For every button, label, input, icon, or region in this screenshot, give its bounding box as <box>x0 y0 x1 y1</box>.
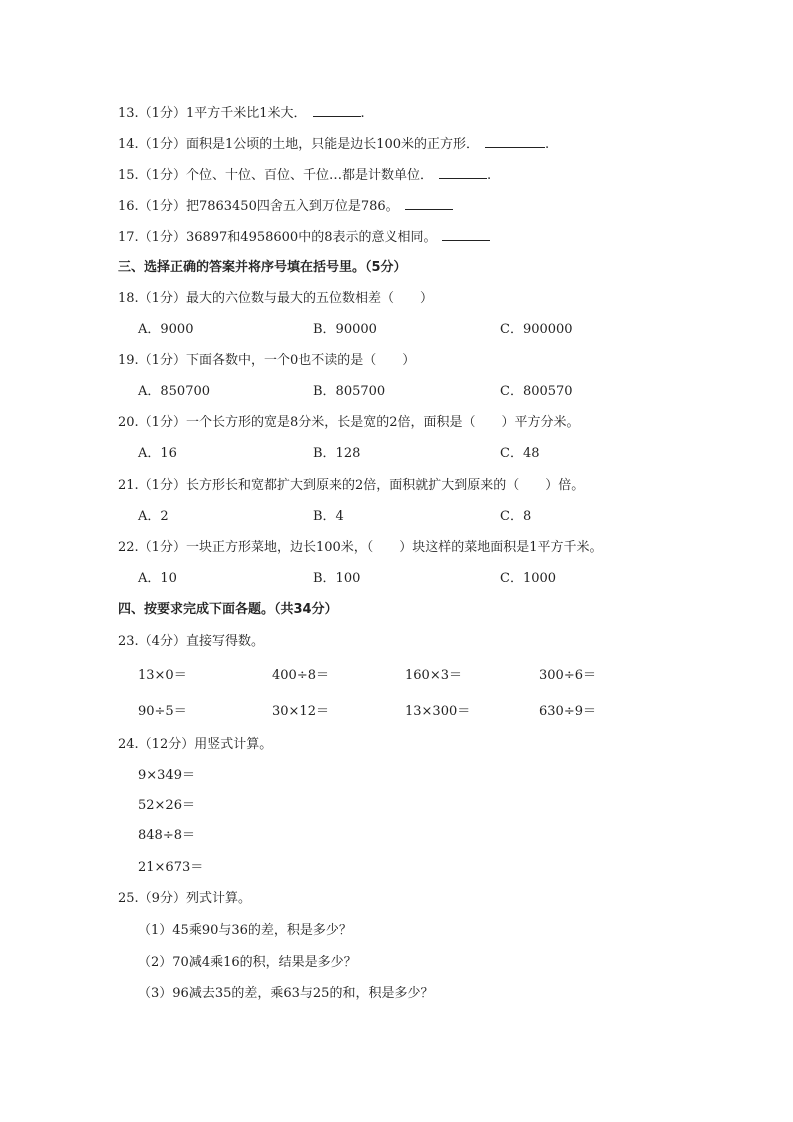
option-c[interactable]: C．900000 <box>500 322 573 337</box>
section-4-heading: 四、按要求完成下面各题。（共34分） <box>118 602 338 617</box>
option-c[interactable]: C．800570 <box>500 384 573 399</box>
question-number: 17.（1分） <box>118 230 186 245</box>
question-23 <box>118 633 264 651</box>
vertical-calc-item: 21×673＝ <box>138 860 204 875</box>
question-17 <box>118 228 490 247</box>
oral-calc-item: 90÷5＝ <box>138 704 187 719</box>
question-text: 个位、十位、百位、千位…都是计数单位． <box>185 168 433 183</box>
option-c[interactable]: C．48 <box>500 446 540 461</box>
word-problem-item: （1）45乘90与36的差，积是多少？ <box>138 923 352 938</box>
question-20 <box>118 414 580 432</box>
question-number: 14.（1分） <box>118 137 186 152</box>
question-text: 一块正方形菜地，边长100米，（ ）块这样的菜地面积是1平方千米。 <box>185 540 603 555</box>
question-16 <box>118 197 453 216</box>
question-13 <box>118 104 365 123</box>
word-problem-item: （3）96减去35的差，乘63与25的和，积是多少？ <box>138 986 434 1001</box>
question-15 <box>118 166 491 185</box>
vertical-calc-item: 9×349＝ <box>138 768 195 783</box>
question-21 <box>118 477 584 495</box>
question-number: 19.（1分） <box>118 353 186 368</box>
option-b[interactable]: B．128 <box>313 446 361 461</box>
oral-calc-item: 400÷8＝ <box>272 668 329 683</box>
question-25 <box>118 890 251 908</box>
option-b[interactable]: B．100 <box>313 571 361 586</box>
option-a[interactable]: A．16 <box>138 446 177 461</box>
answer-blank[interactable] <box>405 197 453 210</box>
question-number: 13.（1分） <box>118 106 186 121</box>
option-b[interactable]: B．4 <box>313 509 344 524</box>
answer-blank[interactable] <box>439 166 487 179</box>
question-tail: . <box>486 168 492 183</box>
question-14 <box>118 135 549 154</box>
section-3-heading: 三、选择正确的答案并将序号填在括号里。（5分） <box>118 260 407 275</box>
oral-calc-item: 30×12＝ <box>272 704 329 719</box>
question-text: 面积是1公顷的土地，只能是边长100米的正方形． <box>185 137 480 152</box>
vertical-calc-item: 52×26＝ <box>138 798 195 813</box>
question-number: 20.（1分） <box>118 415 186 430</box>
question-19 <box>118 352 415 370</box>
oral-calc-item: 160×3＝ <box>405 668 462 683</box>
question-number: 25.（9分） <box>118 891 186 906</box>
question-22 <box>118 539 603 557</box>
question-18 <box>118 290 433 308</box>
question-text: 把7863450四舍五入到万位是786。 <box>185 199 399 214</box>
question-number: 24.（12分） <box>118 737 195 752</box>
question-text: 一个长方形的宽是8分米，长是宽的2倍，面积是（ ）平方分米。 <box>185 415 580 430</box>
option-a[interactable]: A．9000 <box>138 322 194 337</box>
question-text: 36897和4958600中的8表示的意义相同。 <box>185 230 437 245</box>
option-c[interactable]: C．1000 <box>500 571 557 586</box>
question-number: 16.（1分） <box>118 199 186 214</box>
question-text: 最大的六位数与最大的五位数相差（ ） <box>185 291 433 306</box>
question-number: 15.（1分） <box>118 168 186 183</box>
oral-calc-item: 13×0＝ <box>138 668 187 683</box>
question-tail: . <box>545 137 550 152</box>
answer-blank[interactable] <box>313 104 361 117</box>
option-a[interactable]: A．10 <box>138 571 177 586</box>
question-text: 用竖式计算。 <box>194 737 273 752</box>
answer-blank[interactable] <box>442 228 490 241</box>
option-a[interactable]: A．2 <box>138 509 169 524</box>
question-text: 1平方千米比1米大． <box>185 106 307 121</box>
option-a[interactable]: A．850700 <box>138 384 211 399</box>
question-number: 21.（1分） <box>118 478 186 493</box>
question-text: 列式计算。 <box>185 891 251 906</box>
oral-calc-item: 13×300＝ <box>405 704 471 719</box>
oral-calc-item: 630÷9＝ <box>539 704 596 719</box>
option-b[interactable]: B．90000 <box>313 322 377 337</box>
question-text: 直接写得数。 <box>185 634 264 649</box>
oral-calc-item: 300÷6＝ <box>539 668 596 683</box>
question-number: 23.（4分） <box>118 634 186 649</box>
answer-blank[interactable] <box>485 135 545 148</box>
question-tail: . <box>360 106 365 121</box>
question-number: 18.（1分） <box>118 291 186 306</box>
question-text: 长方形长和宽都扩大到原来的2倍，面积就扩大到原来的（ ）倍。 <box>185 478 585 493</box>
question-24 <box>118 736 272 754</box>
word-problem-item: （2）70减4乘16的积，结果是多少？ <box>138 955 357 970</box>
option-b[interactable]: B．805700 <box>313 384 386 399</box>
question-text: 下面各数中，一个0也不读的是（ ） <box>185 353 416 368</box>
option-c[interactable]: C．8 <box>500 509 532 524</box>
question-number: 22.（1分） <box>118 540 186 555</box>
vertical-calc-item: 848÷8＝ <box>138 828 195 843</box>
